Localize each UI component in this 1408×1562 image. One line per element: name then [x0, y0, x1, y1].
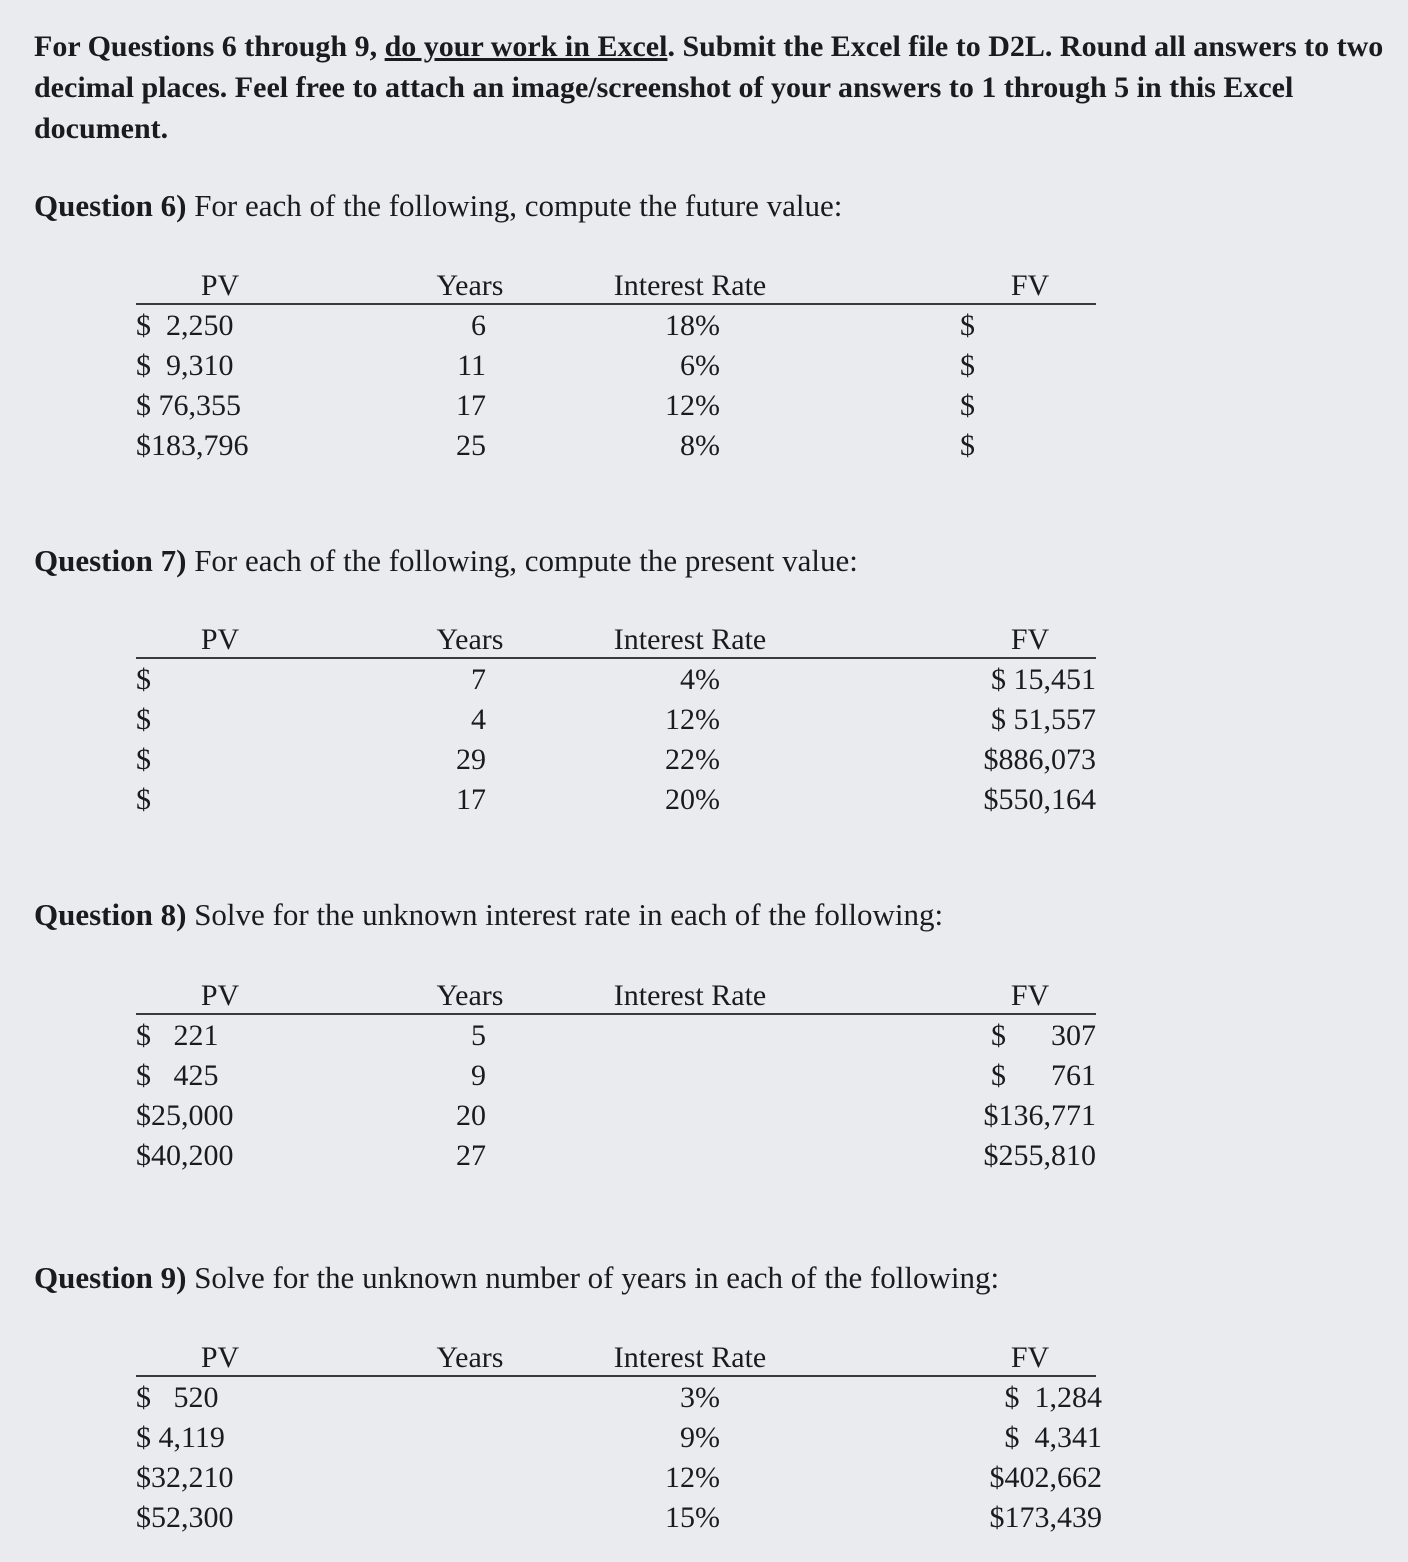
header-interest-rate: Interest Rate — [613, 1341, 767, 1374]
years-value: 7 — [471, 663, 486, 696]
fv-value: $ 307 — [991, 1019, 1096, 1052]
header-years: Years — [436, 269, 504, 302]
pv-value: $ 4,119 — [136, 1421, 225, 1454]
fv-value: $ — [960, 349, 975, 382]
years-value: 11 — [457, 349, 486, 382]
question-9-title — [34, 1260, 999, 1296]
years-value: 27 — [456, 1139, 486, 1172]
header-pv: PV — [200, 269, 240, 302]
header-pv: PV — [200, 979, 240, 1012]
fv-value: $ — [960, 429, 975, 462]
pv-value: $ 76,355 — [136, 389, 241, 422]
header-years: Years — [436, 1341, 504, 1374]
header-years: Years — [436, 623, 504, 656]
header-rule — [136, 657, 1096, 659]
header-interest-rate: Interest Rate — [613, 979, 767, 1012]
header-rule — [136, 1013, 1096, 1015]
fv-value: $ 761 — [991, 1059, 1096, 1092]
fv-value: $ 51,557 — [991, 703, 1096, 736]
pv-value: $32,210 — [136, 1461, 234, 1494]
pv-value: $ — [136, 703, 151, 736]
question-6-label: Question 6) — [34, 188, 187, 223]
instructions-part-2: . Submit the Excel file to D2L. Round all answers to two decimal places. Feel free to attach an image/screenshot of your answers to 1 through 5 in this Excel document. — [34, 30, 1384, 145]
interest-rate-value: 3% — [680, 1381, 720, 1414]
pv-value: $ — [136, 783, 151, 816]
years-value: 4 — [471, 703, 486, 736]
interest-rate-value: 20% — [665, 783, 720, 816]
question-6-text: For each of the following, compute the future value: — [186, 188, 843, 223]
instructions-part-1: For Questions 6 through 9, — [34, 30, 385, 63]
fv-value: $886,073 — [983, 743, 1096, 776]
fv-value: $402,662 — [989, 1461, 1102, 1494]
header-pv: PV — [200, 623, 240, 656]
years-value: 5 — [471, 1019, 486, 1052]
interest-rate-value: 6% — [680, 349, 720, 382]
header-rule — [136, 1375, 1096, 1377]
pv-value: $ 9,310 — [136, 349, 234, 382]
pv-value: $ 2,250 — [136, 309, 234, 342]
interest-rate-value: 22% — [665, 743, 720, 776]
question-7-label: Question 7) — [34, 543, 187, 578]
fv-value: $173,439 — [989, 1501, 1102, 1534]
header-interest-rate: Interest Rate — [613, 269, 767, 302]
header-pv: PV — [200, 1341, 240, 1374]
header-fv: FV — [1010, 269, 1050, 302]
question-8-text: Solve for the unknown interest rate in each of the following: — [186, 897, 944, 932]
fv-value: $550,164 — [983, 783, 1096, 816]
fv-value: $ 4,341 — [1004, 1421, 1102, 1454]
pv-value: $ 520 — [136, 1381, 219, 1414]
interest-rate-value: 12% — [665, 1461, 720, 1494]
years-value: 17 — [456, 389, 486, 422]
pv-value: $ — [136, 743, 151, 776]
pv-value: $ 425 — [136, 1059, 219, 1092]
interest-rate-value: 12% — [665, 703, 720, 736]
question-9-label: Question 9) — [34, 1260, 187, 1295]
interest-rate-value: 18% — [665, 309, 720, 342]
header-fv: FV — [1010, 623, 1050, 656]
question-8-title — [34, 897, 943, 933]
header-years: Years — [436, 979, 504, 1012]
years-value: 17 — [456, 783, 486, 816]
header-fv: FV — [1010, 979, 1050, 1012]
fv-value: $ — [960, 389, 975, 422]
fv-value: $255,810 — [983, 1139, 1096, 1172]
instructions-underlined: do your work in Excel — [384, 30, 668, 63]
interest-rate-value: 12% — [665, 389, 720, 422]
header-rule — [136, 303, 1096, 305]
pv-value: $ — [136, 663, 151, 696]
years-value: 20 — [456, 1099, 486, 1132]
pv-value: $52,300 — [136, 1501, 234, 1534]
pv-value: $40,200 — [136, 1139, 234, 1172]
question-9-text: Solve for the unknown number of years in each of the following: — [186, 1260, 1000, 1295]
years-value: 25 — [456, 429, 486, 462]
years-value: 6 — [471, 309, 486, 342]
pv-value: $183,796 — [136, 429, 249, 462]
header-fv: FV — [1010, 1341, 1050, 1374]
interest-rate-value: 8% — [680, 429, 720, 462]
fv-value: $ — [960, 309, 975, 342]
interest-rate-value: 15% — [665, 1501, 720, 1534]
question-7-text: For each of the following, compute the present value: — [186, 543, 858, 578]
years-value: 9 — [471, 1059, 486, 1092]
fv-value: $ 1,284 — [1004, 1381, 1102, 1414]
question-6-title — [34, 188, 842, 224]
interest-rate-value: 9% — [680, 1421, 720, 1454]
header-interest-rate: Interest Rate — [613, 623, 767, 656]
question-7-title — [34, 543, 858, 579]
fv-value: $ 15,451 — [991, 663, 1096, 696]
years-value: 29 — [456, 743, 486, 776]
interest-rate-value: 4% — [680, 663, 720, 696]
pv-value: $ 221 — [136, 1019, 219, 1052]
question-8-label: Question 8) — [34, 897, 187, 932]
pv-value: $25,000 — [136, 1099, 234, 1132]
instructions-paragraph — [34, 26, 1384, 149]
fv-value: $136,771 — [983, 1099, 1096, 1132]
